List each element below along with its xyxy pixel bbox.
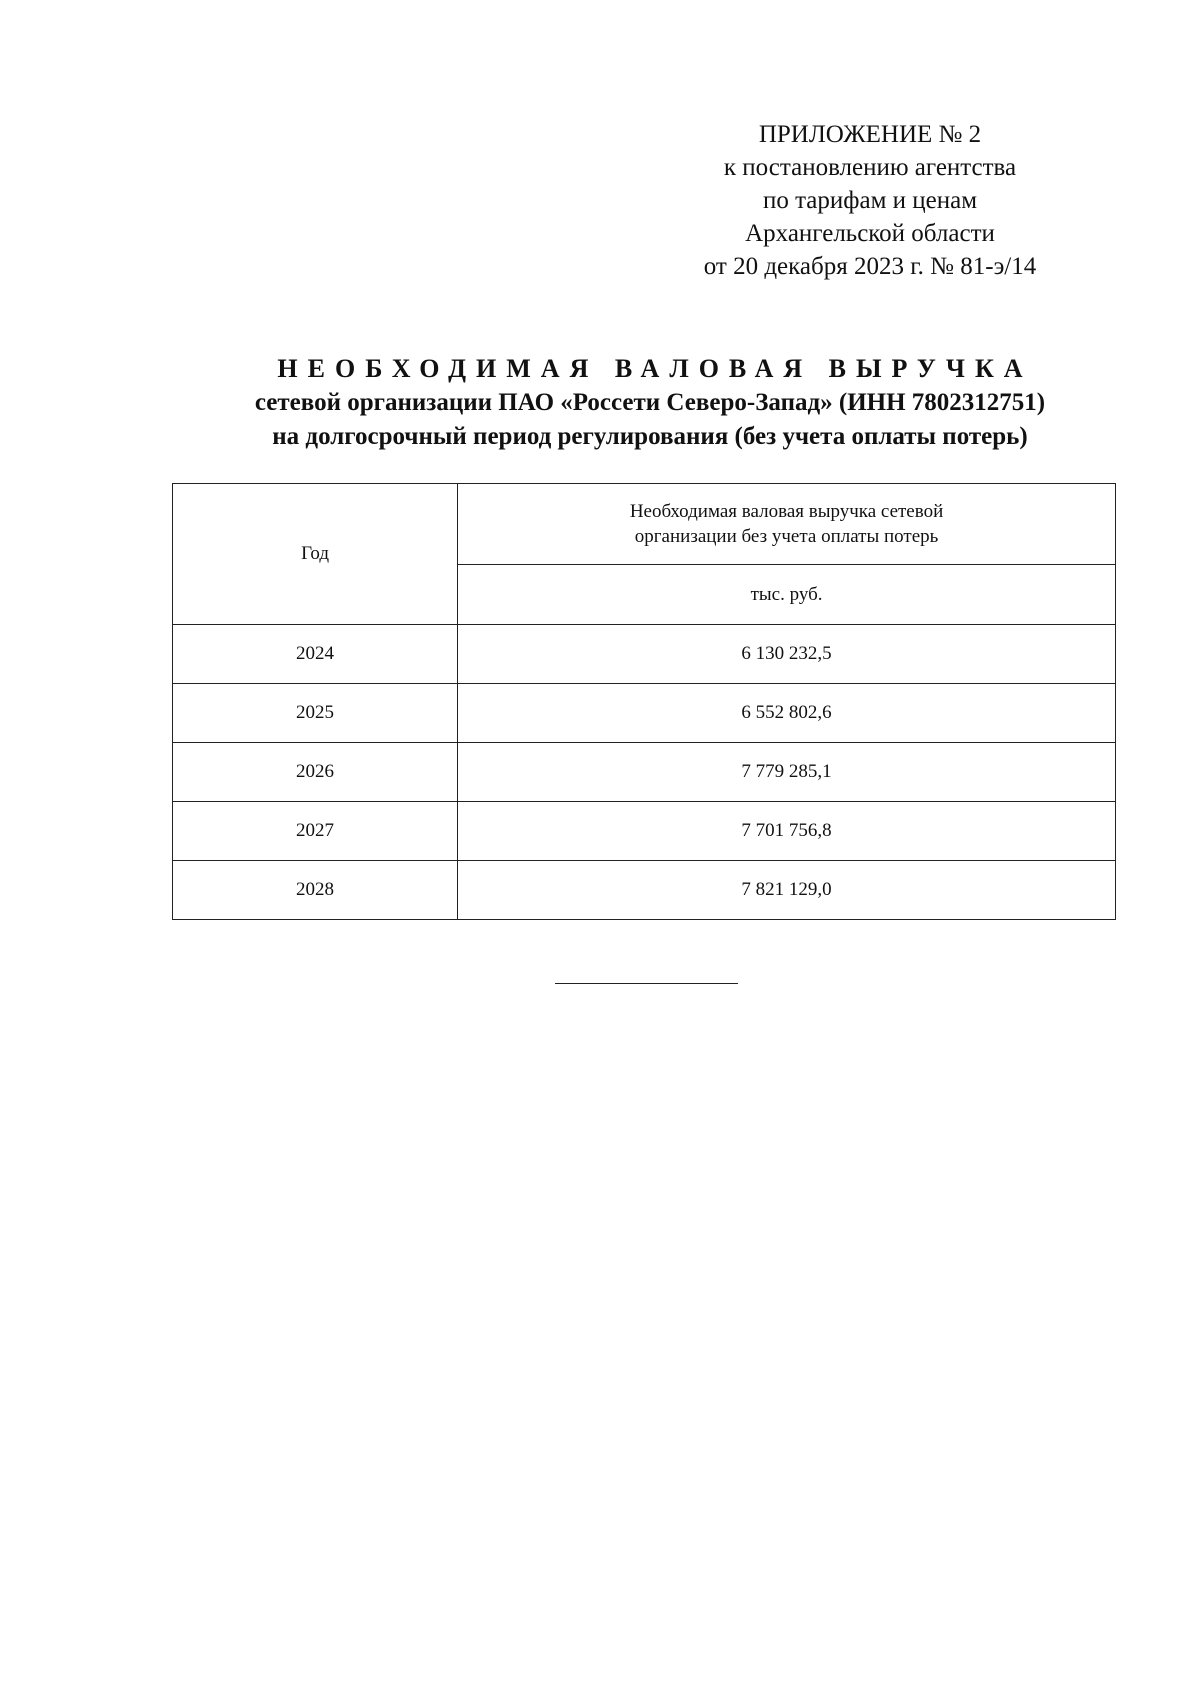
table-row	[173, 861, 1116, 920]
table-row	[173, 743, 1116, 802]
cell-year: 2027	[173, 802, 458, 861]
title-period: на долгосрочный период регулирования (без учета оплаты потерь)	[272, 423, 1028, 450]
header-year: Год	[173, 484, 458, 625]
cell-year: 2025	[173, 684, 458, 743]
header-value-line: организации без учета оплаты потерь	[634, 526, 939, 547]
appendix-number: ПРИЛОЖЕНИЕ № 2	[758, 121, 982, 148]
closing-divider	[555, 983, 738, 984]
header-unit: тыс. руб.	[458, 565, 1116, 625]
appendix-date-number: от 20 декабря 2023 г. № 81-э/14	[703, 253, 1037, 280]
cell-year: 2028	[173, 861, 458, 920]
title-organization: сетевой организации ПАО «Россети Северо-Запад» (ИНН 7802312751)	[254, 389, 1046, 416]
cell-year: 2024	[173, 625, 458, 684]
cell-value: 6 552 802,6	[458, 684, 1116, 743]
cell-value: 6 130 232,5	[458, 625, 1116, 684]
table-row	[173, 625, 1116, 684]
title-main: НЕОБХОДИМАЯ ВАЛОВАЯ ВЫРУЧКА	[277, 354, 1033, 383]
document-title	[120, 352, 1180, 454]
appendix-line: по тарифам и ценам	[762, 187, 978, 214]
table-row	[173, 802, 1116, 861]
header-value	[458, 484, 1116, 565]
table-row	[173, 684, 1116, 743]
appendix-line: к постановлению агентства	[723, 154, 1017, 181]
revenue-table	[172, 483, 1116, 920]
cell-value: 7 821 129,0	[458, 861, 1116, 920]
cell-year: 2026	[173, 743, 458, 802]
appendix-block	[660, 118, 1080, 283]
table-header-row	[173, 484, 1116, 565]
cell-value: 7 779 285,1	[458, 743, 1116, 802]
appendix-line: Архангельской области	[745, 220, 995, 247]
cell-value: 7 701 756,8	[458, 802, 1116, 861]
header-value-line: Необходимая валовая выручка сетевой	[629, 501, 944, 522]
